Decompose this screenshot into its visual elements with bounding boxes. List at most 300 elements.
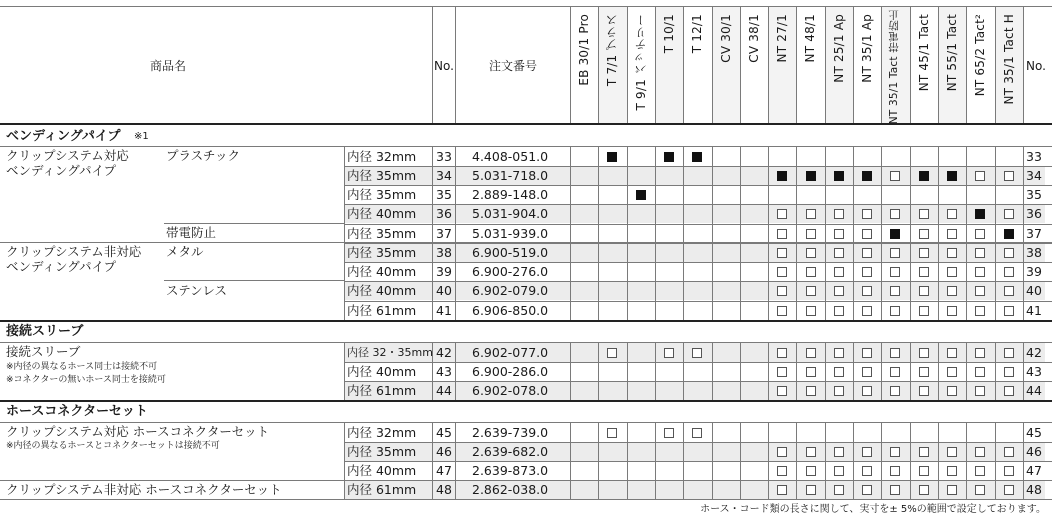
column-divider: [712, 423, 713, 499]
compatible-mark-empty: [919, 367, 929, 377]
header-product-name: 商品名: [150, 59, 187, 73]
row-no: 43: [436, 363, 452, 379]
column-divider: [570, 147, 571, 320]
column-divider: [825, 147, 826, 320]
column-divider: [570, 343, 571, 400]
row-size: 内径 35mm: [347, 443, 417, 459]
row-no: 41: [436, 302, 452, 318]
row-no-right: 35: [1026, 186, 1042, 202]
column-divider: [910, 6, 911, 123]
compatible-mark-empty: [806, 267, 816, 277]
compatible-mark-empty: [919, 485, 929, 495]
model-header: NT 55/1 Tact: [944, 14, 959, 92]
group-note: ※内径の異なるホース同士は接続不可: [6, 362, 158, 372]
compatible-mark-empty: [1004, 485, 1014, 495]
compatible-mark-empty: [890, 248, 900, 258]
compatible-mark-empty: [890, 466, 900, 476]
model-header: T 12/1: [690, 14, 705, 54]
row-size: 内径 32mm: [347, 424, 417, 440]
compatible-mark-empty: [862, 485, 872, 495]
column-divider: [455, 343, 456, 400]
compatible-mark-empty: [1004, 306, 1014, 316]
compatible-mark-empty: [890, 447, 900, 457]
material-divider: [164, 280, 344, 281]
compatible-mark-empty: [834, 286, 844, 296]
compatible-mark-empty: [975, 348, 985, 358]
column-divider: [740, 147, 741, 320]
compatible-mark-empty: [834, 267, 844, 277]
compatible-mark-empty: [664, 348, 674, 358]
row-no-right: 46: [1026, 443, 1042, 459]
row-no-right: 43: [1026, 363, 1042, 379]
compatible-mark-filled: [975, 209, 985, 219]
row-no-right: 39: [1026, 263, 1042, 279]
model-header: CV 38/1: [746, 14, 761, 63]
column-divider: [570, 6, 571, 123]
group-label: ベンディングパイプ: [6, 259, 117, 274]
column-divider: [881, 423, 882, 499]
compatible-mark-empty: [1004, 348, 1014, 358]
row-divider: [344, 262, 1052, 263]
column-divider: [910, 423, 911, 499]
compatible-mark-empty: [975, 171, 985, 181]
section-divider: [0, 320, 1052, 322]
compatible-mark-empty: [1004, 267, 1014, 277]
group-label: クリップシステム対応 ホースコネクターセット: [6, 424, 270, 439]
compatible-mark-empty: [890, 306, 900, 316]
row-size: 内径 61mm: [347, 302, 417, 318]
row-no: 48: [436, 481, 452, 497]
compatible-mark-empty: [947, 267, 957, 277]
column-divider: [740, 423, 741, 499]
row-no-right: 42: [1026, 344, 1042, 360]
column-divider: [853, 343, 854, 400]
compatible-mark-empty: [806, 485, 816, 495]
row-no-right: 38: [1026, 244, 1042, 260]
row-no-right: 33: [1026, 148, 1042, 164]
column-divider: [881, 6, 882, 123]
row-no-right: 44: [1026, 382, 1042, 398]
compatible-mark-empty: [862, 286, 872, 296]
column-divider: [1023, 6, 1024, 123]
row-size: 内径 35mm: [347, 244, 417, 260]
compatible-mark-filled: [777, 171, 787, 181]
table-top-border: [0, 6, 1052, 7]
column-divider: [655, 423, 656, 499]
compatible-mark-filled: [692, 152, 702, 162]
compatible-mark-empty: [777, 348, 787, 358]
group-label: クリップシステム非対応 ホースコネクターセット: [6, 482, 282, 497]
compatible-mark-empty: [777, 386, 787, 396]
column-divider: [344, 147, 345, 320]
column-divider: [683, 6, 684, 123]
group-note: ※内径の異なるホースとコネクターセットは接続不可: [6, 441, 220, 451]
model-header: T 10/1: [661, 14, 676, 54]
material-divider: [164, 223, 344, 224]
column-divider: [432, 6, 433, 123]
column-divider: [683, 343, 684, 400]
row-size: 内径 61mm: [347, 481, 417, 497]
column-divider: [966, 423, 967, 499]
row-size: 内径 40mm: [347, 263, 417, 279]
compatible-mark-empty: [947, 348, 957, 358]
row-divider: [344, 442, 1052, 443]
compatible-mark-empty: [862, 466, 872, 476]
section-title-bending-pipe: ベンディングパイプ: [6, 129, 121, 144]
column-divider: [432, 423, 433, 499]
compatible-mark-filled: [834, 171, 844, 181]
compatible-mark-empty: [777, 306, 787, 316]
row-no: 33: [436, 148, 452, 164]
compatible-mark-empty: [890, 171, 900, 181]
row-size: 内径 61mm: [347, 382, 417, 398]
compatible-mark-empty: [947, 447, 957, 457]
column-divider: [966, 343, 967, 400]
compatible-mark-empty: [919, 447, 929, 457]
column-divider: [432, 147, 433, 320]
row-no-right: 47: [1026, 462, 1042, 478]
header-no-right: No.: [1026, 59, 1046, 73]
row-size: 内径 35mm: [347, 225, 417, 241]
row-divider: [344, 461, 1052, 462]
column-divider: [881, 343, 882, 400]
model-header: CV 30/1: [718, 14, 733, 63]
column-divider: [712, 343, 713, 400]
compatible-mark-filled: [1004, 229, 1014, 239]
compatible-mark-empty: [890, 348, 900, 358]
material-label: 帯電防止: [166, 225, 217, 240]
compatible-mark-empty: [890, 209, 900, 219]
row-no-right: 45: [1026, 424, 1042, 440]
compatible-mark-empty: [1004, 447, 1014, 457]
row-order-number: 2.639-873.0: [472, 462, 549, 478]
column-divider: [655, 6, 656, 123]
column-divider: [796, 6, 797, 123]
compatible-mark-empty: [777, 485, 787, 495]
compatible-mark-empty: [834, 447, 844, 457]
compatible-mark-empty: [919, 229, 929, 239]
compatible-mark-empty: [777, 209, 787, 219]
column-divider: [627, 147, 628, 320]
compatible-mark-empty: [1004, 171, 1014, 181]
compatible-mark-filled: [607, 152, 617, 162]
column-divider: [853, 147, 854, 320]
compatible-mark-empty: [806, 348, 816, 358]
column-divider: [598, 343, 599, 400]
row-divider: [344, 381, 1052, 382]
column-divider: [768, 423, 769, 499]
row-no: 36: [436, 205, 452, 221]
compatible-mark-empty: [1004, 209, 1014, 219]
row-no: 38: [436, 244, 452, 260]
column-divider: [1023, 423, 1024, 499]
row-size: 内径 40mm: [347, 205, 417, 221]
row-order-number: 6.900-276.0: [472, 263, 549, 279]
column-divider: [455, 423, 456, 499]
compatible-mark-empty: [975, 286, 985, 296]
compatible-mark-empty: [862, 267, 872, 277]
column-divider: [768, 147, 769, 320]
compatible-mark-empty: [947, 286, 957, 296]
model-header: T 9/1 バッテリー: [633, 14, 648, 111]
compatible-mark-empty: [806, 248, 816, 258]
compatible-mark-empty: [947, 386, 957, 396]
column-divider: [938, 6, 939, 123]
row-no: 34: [436, 167, 452, 183]
column-divider: [598, 147, 599, 320]
header-no: No.: [434, 59, 454, 73]
column-divider: [655, 343, 656, 400]
row-no: 45: [436, 424, 452, 440]
compatible-mark-filled: [947, 171, 957, 181]
column-divider: [655, 147, 656, 320]
column-divider: [712, 147, 713, 320]
compatible-mark-empty: [777, 267, 787, 277]
row-no: 35: [436, 186, 452, 202]
compatible-mark-empty: [890, 367, 900, 377]
compatible-mark-empty: [862, 447, 872, 457]
column-divider: [598, 6, 599, 123]
row-no-right: 40: [1026, 282, 1042, 298]
compatible-mark-empty: [919, 248, 929, 258]
row-size: 内径 32・35mm: [347, 345, 433, 359]
compatible-mark-empty: [834, 306, 844, 316]
column-divider: [570, 423, 571, 499]
row-order-number: 6.902-077.0: [472, 344, 549, 360]
compatible-mark-empty: [975, 466, 985, 476]
compatible-mark-empty: [834, 367, 844, 377]
compatible-mark-empty: [834, 466, 844, 476]
column-divider: [627, 423, 628, 499]
compatible-mark-empty: [975, 447, 985, 457]
column-divider: [853, 6, 854, 123]
compatible-mark-empty: [947, 367, 957, 377]
row-order-number: 5.031-718.0: [472, 167, 549, 183]
row-divider: [344, 301, 1052, 302]
row-no: 46: [436, 443, 452, 459]
column-divider: [712, 6, 713, 123]
row-no: 37: [436, 225, 452, 241]
group-label: ベンディングパイプ: [6, 163, 117, 178]
compatible-mark-empty: [834, 209, 844, 219]
column-divider: [966, 147, 967, 320]
model-header: NT 48/1: [803, 14, 818, 63]
compatible-mark-empty: [947, 485, 957, 495]
column-divider: [344, 343, 345, 400]
row-size: 内径 40mm: [347, 282, 417, 298]
compatible-mark-empty: [1004, 386, 1014, 396]
compatible-mark-empty: [777, 466, 787, 476]
row-no: 39: [436, 263, 452, 279]
compatible-mark-empty: [777, 367, 787, 377]
compatible-mark-empty: [947, 248, 957, 258]
column-divider: [455, 6, 456, 123]
column-divider: [995, 6, 996, 123]
compatible-mark-empty: [806, 286, 816, 296]
row-divider: [344, 281, 1052, 282]
column-divider: [796, 343, 797, 400]
header-order-number: 注文番号: [489, 59, 538, 73]
row-size: 内径 40mm: [347, 462, 417, 478]
compatible-mark-empty: [777, 229, 787, 239]
row-order-number: 5.031-904.0: [472, 205, 549, 221]
compatible-mark-empty: [947, 209, 957, 219]
row-order-number: 2.639-739.0: [472, 424, 549, 440]
row-divider: [344, 185, 1052, 186]
compatible-mark-empty: [919, 306, 929, 316]
model-header: NT 35/1 Tact H: [1001, 14, 1016, 105]
model-header: NT 35/1 Ap: [860, 14, 874, 83]
compatible-mark-empty: [890, 286, 900, 296]
compatible-mark-empty: [975, 229, 985, 239]
column-divider: [881, 147, 882, 320]
model-header: NT 35/1 Tact 帯電防止: [888, 10, 901, 125]
model-header: EB 30/1 Pro: [577, 14, 591, 86]
row-order-number: 2.639-682.0: [472, 443, 549, 459]
row-order-number: 4.408-051.0: [472, 148, 549, 164]
compatible-mark-empty: [1004, 286, 1014, 296]
section-divider: [0, 146, 1052, 147]
column-divider: [1023, 147, 1024, 320]
row-size: 内径 32mm: [347, 148, 417, 164]
column-divider: [825, 343, 826, 400]
row-no-right: 48: [1026, 481, 1042, 497]
compatible-mark-empty: [975, 248, 985, 258]
column-divider: [768, 343, 769, 400]
compatible-mark-empty: [975, 485, 985, 495]
compatible-mark-empty: [975, 367, 985, 377]
compatible-mark-empty: [890, 267, 900, 277]
model-header: T 7/1 プラス: [605, 14, 620, 87]
compatible-mark-empty: [862, 229, 872, 239]
section-title-connection-sleeve: 接続スリーブ: [6, 324, 84, 339]
compatible-mark-empty: [607, 428, 617, 438]
table-bottom-border: [0, 499, 1052, 500]
compatible-mark-filled: [890, 229, 900, 239]
column-divider: [627, 343, 628, 400]
row-no: 40: [436, 282, 452, 298]
compatible-mark-empty: [890, 386, 900, 396]
compatible-mark-filled: [806, 171, 816, 181]
column-divider: [598, 423, 599, 499]
group-divider: [0, 242, 1052, 243]
row-order-number: 6.902-079.0: [472, 282, 549, 298]
compatible-mark-empty: [664, 428, 674, 438]
row-order-number: 6.900-286.0: [472, 363, 549, 379]
compatible-mark-filled: [862, 171, 872, 181]
column-divider: [995, 147, 996, 320]
compatible-mark-empty: [1004, 248, 1014, 258]
model-header: NT 27/1: [775, 14, 790, 63]
column-divider: [938, 423, 939, 499]
material-label: ステンレス: [166, 283, 227, 298]
material-label: メタル: [166, 244, 204, 259]
column-divider: [938, 343, 939, 400]
compatible-mark-empty: [862, 367, 872, 377]
row-no-right: 36: [1026, 205, 1042, 221]
compatible-mark-empty: [975, 306, 985, 316]
row-no: 44: [436, 382, 452, 398]
compatible-mark-filled: [636, 190, 646, 200]
row-divider: [344, 362, 1052, 363]
row-order-number: 6.900-519.0: [472, 244, 549, 260]
row-no: 42: [436, 344, 452, 360]
compatible-mark-empty: [806, 306, 816, 316]
compatible-mark-empty: [975, 267, 985, 277]
column-divider: [910, 343, 911, 400]
row-no-right: 34: [1026, 167, 1042, 183]
column-divider: [683, 423, 684, 499]
row-divider: [344, 243, 1052, 244]
model-header: NT 25/1 Ap: [831, 14, 846, 83]
row-no-right: 41: [1026, 302, 1042, 318]
column-divider: [853, 423, 854, 499]
row-order-number: 2.889-148.0: [472, 186, 549, 202]
column-divider: [768, 6, 769, 123]
compatible-mark-empty: [777, 447, 787, 457]
model-header: NT 65/2 Tact²: [973, 14, 988, 97]
compatible-mark-empty: [975, 386, 985, 396]
compatible-mark-empty: [834, 348, 844, 358]
column-divider: [455, 147, 456, 320]
compatible-mark-empty: [692, 348, 702, 358]
section-divider: [0, 400, 1052, 402]
group-label: クリップシステム対応: [6, 148, 129, 163]
compatible-mark-empty: [834, 485, 844, 495]
row-no-right: 37: [1026, 225, 1042, 241]
compatible-mark-empty: [834, 248, 844, 258]
column-divider: [1023, 343, 1024, 400]
row-divider: [344, 204, 1052, 205]
compatible-mark-empty: [919, 386, 929, 396]
compatible-mark-empty: [806, 367, 816, 377]
column-divider: [796, 423, 797, 499]
row-size: 内径 35mm: [347, 186, 417, 202]
compatible-mark-empty: [607, 348, 617, 358]
compatible-mark-empty: [1004, 367, 1014, 377]
section-divider: [0, 342, 1052, 343]
compatible-mark-empty: [919, 267, 929, 277]
compatible-mark-empty: [806, 386, 816, 396]
column-divider: [796, 147, 797, 320]
column-divider: [683, 147, 684, 320]
row-size: 内径 35mm: [347, 167, 417, 183]
row-divider: [344, 224, 1052, 225]
compatible-mark-empty: [919, 286, 929, 296]
row-no: 47: [436, 462, 452, 478]
compatible-mark-empty: [947, 306, 957, 316]
row-order-number: 6.902-078.0: [472, 382, 549, 398]
material-label: プラスチック: [166, 148, 241, 163]
compatible-mark-empty: [777, 248, 787, 258]
compatible-mark-filled: [664, 152, 674, 162]
model-header: NT 45/1 Tact: [916, 14, 931, 92]
compatible-mark-empty: [862, 209, 872, 219]
compatible-mark-empty: [862, 306, 872, 316]
column-divider: [910, 147, 911, 320]
compatible-mark-empty: [692, 428, 702, 438]
compatible-mark-empty: [862, 248, 872, 258]
compatible-mark-empty: [919, 466, 929, 476]
group-label: 接続スリーブ: [6, 344, 81, 359]
column-divider: [995, 343, 996, 400]
compatible-mark-empty: [947, 229, 957, 239]
compatible-mark-empty: [806, 466, 816, 476]
compatible-mark-empty: [777, 286, 787, 296]
column-divider: [825, 423, 826, 499]
compatible-mark-empty: [806, 229, 816, 239]
group-note: ※コネクターの無いホース同士を接続可: [6, 375, 166, 385]
